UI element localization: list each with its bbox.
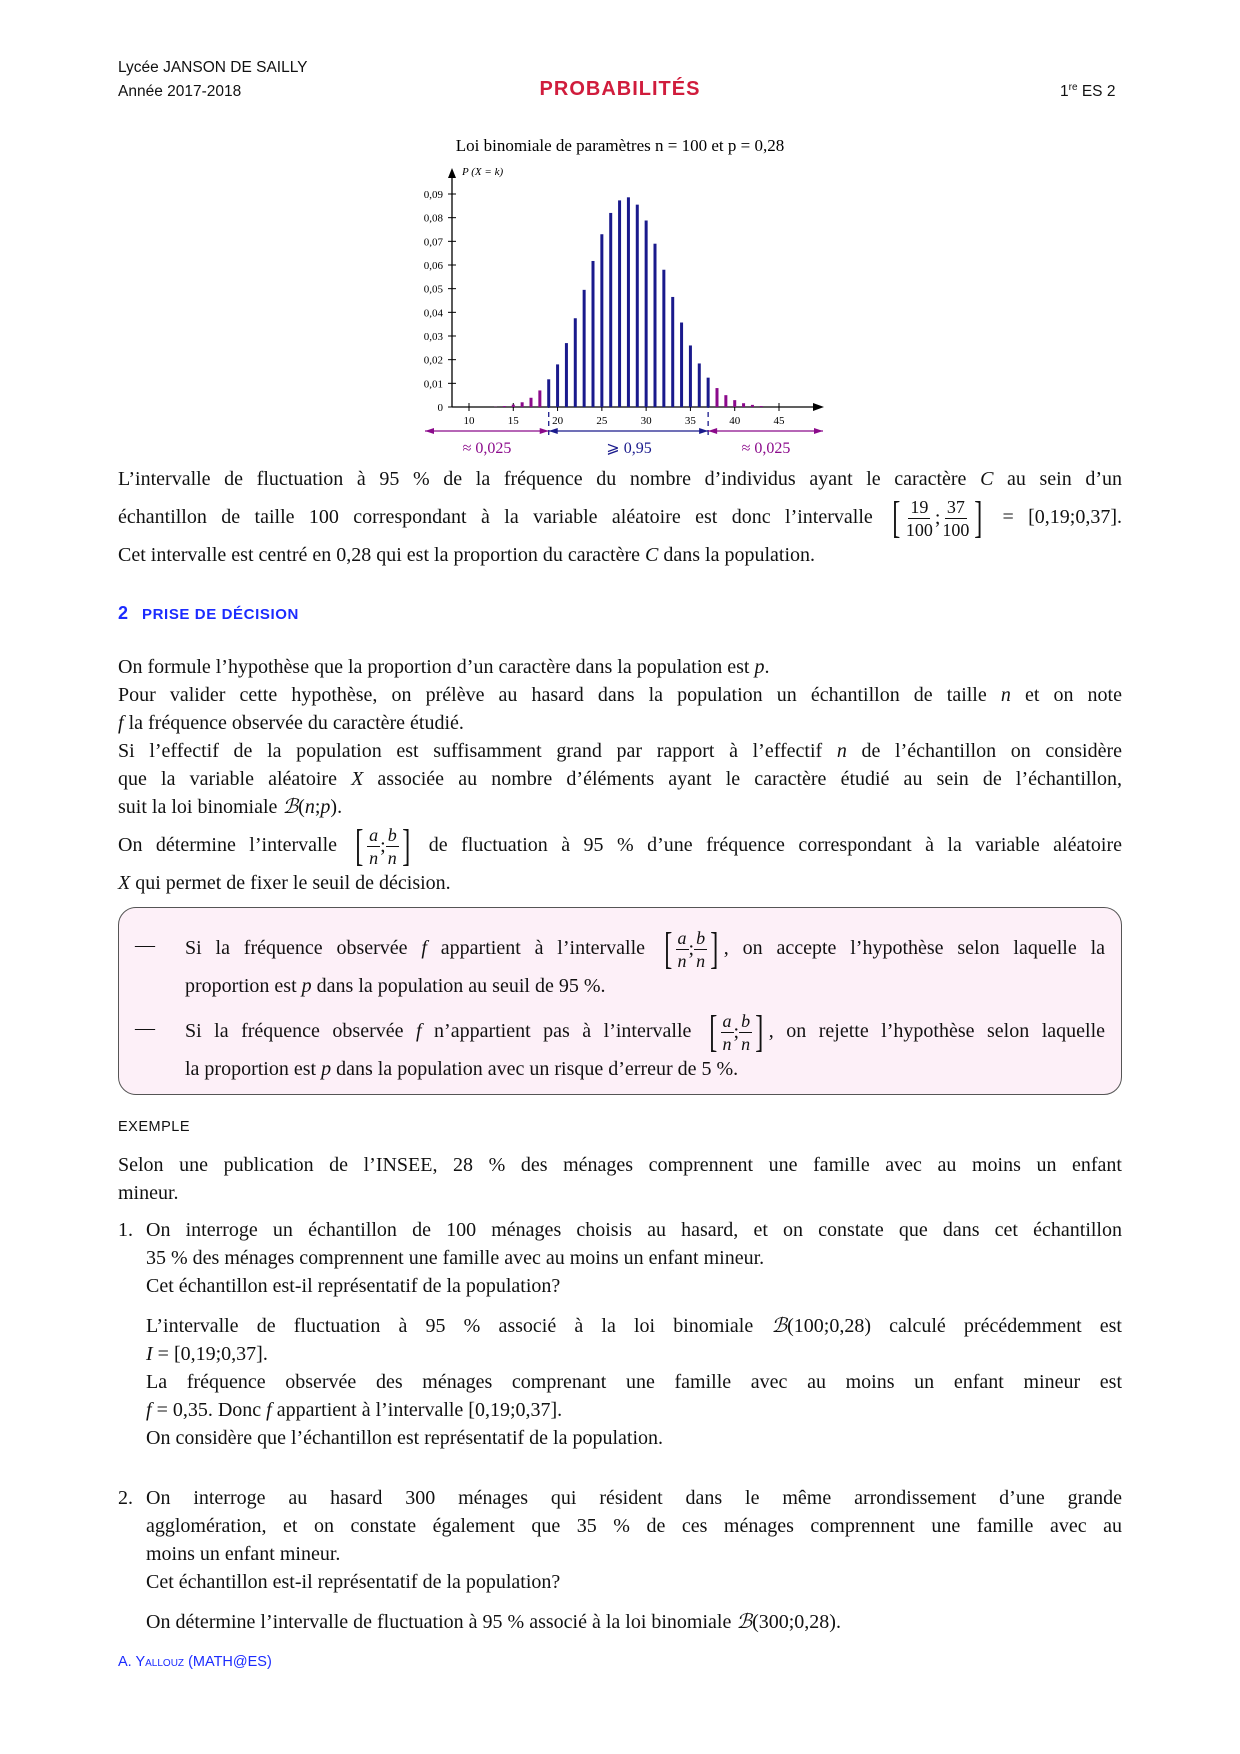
bar — [565, 343, 568, 407]
text-line — [185, 972, 1105, 1000]
paragraph — [185, 1007, 1105, 1083]
paragraph — [118, 681, 1122, 737]
numerator: b — [387, 824, 397, 845]
text-line — [118, 681, 1122, 709]
fraction — [721, 1012, 734, 1053]
text-segment: = 0,35. Donc — [151, 1399, 267, 1421]
math-symbol: f — [421, 937, 427, 959]
denominator: 100 — [905, 519, 933, 540]
bar — [751, 405, 754, 407]
bar — [645, 221, 648, 407]
text-line — [146, 1340, 1122, 1368]
bar — [680, 323, 683, 407]
text-line — [118, 1179, 1122, 1207]
text-line — [146, 1396, 1122, 1424]
text-line — [185, 1055, 1105, 1083]
math-symbol: n — [304, 796, 315, 818]
math-symbol: f — [118, 712, 124, 734]
text-segment: Cet intervalle est centré en 0,28 qui est la proportion du caractère — [118, 544, 646, 566]
y-tick-label: 0,02 — [423, 354, 443, 367]
text-line — [118, 1151, 1122, 1179]
bar — [591, 261, 594, 407]
text-line — [146, 1312, 1122, 1340]
text-segment: (100;0,28) calculé précédemment est — [787, 1315, 1122, 1337]
fraction-interval — [706, 1007, 767, 1057]
bar — [556, 364, 559, 407]
class-level: 1 — [1060, 83, 1069, 101]
math-symbol: n — [836, 740, 847, 762]
example-label: EXEMPLE — [118, 1119, 190, 1135]
paragraph — [118, 653, 1122, 681]
bar — [689, 345, 692, 407]
left-bracket: [ — [664, 924, 673, 974]
x-tick-label: 30 — [640, 415, 652, 427]
text-segment: Si la fréquence observée — [185, 937, 422, 959]
y-tick-label: 0,09 — [423, 189, 443, 201]
text-segment: Selon une publication de l’INSEE, 28 % des ménages comprennent une famille avec au moins un enfant — [118, 1154, 1122, 1176]
section-number: 2 — [118, 603, 129, 623]
text-segment: agglomération, et on constate également que 35 % de ces ménages comprennent une famille avec au — [146, 1515, 1122, 1537]
bar — [521, 402, 524, 407]
section-heading — [118, 603, 299, 624]
text-line — [185, 1007, 1105, 1055]
text-segment: Si l’effectif de la population est suffisamment grand par rapport à l’effectif — [118, 740, 837, 762]
text-line — [118, 793, 1122, 821]
x-tick-label: 35 — [684, 415, 696, 427]
bar — [627, 197, 630, 407]
y-axis-label: P (X = k) — [462, 166, 504, 178]
right-bracket: ] — [974, 493, 983, 543]
x-tick-label: 15 — [507, 415, 519, 427]
bar — [574, 318, 577, 407]
text-segment: ( — [298, 796, 305, 818]
page-title: PROBABILITÉS — [539, 78, 701, 100]
paragraph — [146, 1216, 1122, 1272]
dash: — — [135, 934, 155, 956]
bar — [707, 378, 710, 407]
denominator: n — [722, 1033, 732, 1054]
x-tick-label: 45 — [773, 415, 785, 427]
probability-annotation: ≈ 0,025 — [741, 440, 791, 457]
text-segment: dans la population au seuil de 95 %. — [311, 975, 606, 997]
paragraph — [146, 1424, 1122, 1452]
text-segment: appartient à l’intervalle [0,19;0,37]. — [271, 1399, 563, 1421]
text-line — [146, 1424, 1122, 1452]
bar — [538, 390, 541, 407]
paragraph — [146, 1608, 1122, 1636]
example-item-2 — [118, 1484, 1122, 1636]
x-tick-label: 40 — [729, 415, 741, 427]
text-line — [118, 765, 1122, 793]
text-segment: que la variable aléatoire — [118, 768, 352, 790]
bar — [600, 234, 603, 407]
bar — [724, 395, 727, 407]
denominator: 100 — [942, 519, 970, 540]
text-line — [118, 709, 1122, 737]
x-tick-label: 20 — [552, 415, 564, 427]
text-line — [146, 1512, 1122, 1540]
text-segment: et on note — [1010, 684, 1122, 706]
math-symbol: X — [118, 872, 131, 894]
text-segment: (300;0,28). — [752, 1611, 841, 1633]
text-segment: suit la loi binomiale — [118, 796, 283, 818]
right-tail-arrow-left-head — [708, 428, 717, 434]
text-line — [118, 493, 1122, 541]
math-symbol: p — [321, 1058, 332, 1080]
probability-annotation: ⩾ 0,95 — [606, 440, 652, 457]
numerator: b — [696, 927, 706, 948]
item-number: 1. — [118, 1219, 133, 1241]
fraction — [694, 929, 707, 970]
text-line — [146, 1484, 1122, 1512]
text-line — [185, 924, 1105, 972]
math-symbol: p — [320, 796, 331, 818]
dash: — — [135, 1017, 155, 1039]
y-tick-label: 0,08 — [423, 212, 443, 225]
bar — [760, 406, 763, 407]
fraction — [940, 498, 971, 539]
text-segment: . — [764, 656, 770, 678]
paragraph — [118, 1151, 1122, 1207]
center-arrow-right-head — [699, 428, 708, 434]
text-segment: mineur. — [118, 1182, 179, 1204]
separator: ; — [733, 1021, 740, 1044]
denominator: n — [696, 950, 706, 971]
y-tick-label: 0,07 — [423, 236, 443, 249]
x-axis-arrow — [813, 403, 824, 411]
bar — [733, 400, 736, 407]
math-symbol: n — [1000, 684, 1011, 706]
numerator: a — [677, 927, 687, 948]
left-bracket: [ — [355, 821, 364, 871]
text-segment: de fluctuation à 95 % d’une fréquence correspondant à la variable aléatoire — [415, 834, 1122, 856]
y-tick-label: 0,03 — [423, 331, 443, 343]
numerator: a — [722, 1010, 732, 1031]
y-tick-label: 0,01 — [423, 378, 443, 391]
bar — [618, 200, 621, 407]
example-intro — [118, 1151, 1122, 1207]
text-segment: On détermine l’intervalle — [118, 834, 351, 856]
text-segment: dans la population avec un risque d’erreur de 5 %. — [331, 1058, 739, 1080]
text-segment: Cet échantillon est-il représentatif de la population? — [146, 1275, 561, 1297]
fraction — [367, 826, 380, 867]
text-line — [146, 1540, 1122, 1568]
example-item-1 — [118, 1216, 1122, 1452]
text-segment: appartient à l’intervalle — [426, 937, 659, 959]
text-segment: associée au nombre d’éléments ayant le caractère étudié au sein de l’échantillon, — [363, 768, 1122, 790]
text-line — [118, 465, 1122, 493]
footer-author: A. Yallouz (MATH@ES) — [118, 1654, 272, 1670]
math-symbol: p — [301, 975, 312, 997]
paragraph — [146, 1312, 1122, 1368]
right-bracket: ] — [710, 924, 719, 974]
denominator: n — [741, 1033, 751, 1054]
section-title: PRISE DE DÉCISION — [142, 606, 299, 623]
fraction — [739, 1012, 752, 1053]
numerator: b — [741, 1010, 751, 1031]
math-symbol: ℬ — [736, 1611, 753, 1633]
text-segment: = [0,19;0,37]. — [152, 1343, 268, 1365]
bar — [636, 205, 639, 407]
text-segment: On considère que l’échantillon est représentatif de la population. — [146, 1427, 664, 1449]
text-segment: L’intervalle de fluctuation à 95 % associé à la loi binomiale — [146, 1315, 772, 1337]
x-tick-label: 25 — [596, 415, 608, 427]
probability-annotation: ≈ 0,025 — [462, 440, 512, 457]
numerator: 37 — [946, 496, 965, 517]
math-symbol: ℬ — [282, 796, 299, 818]
fraction-interval — [889, 493, 986, 543]
text-line — [146, 1568, 1122, 1596]
right-bracket: ] — [755, 1007, 764, 1057]
y-tick-label: 0,06 — [423, 260, 443, 272]
y-tick-label: 0,04 — [423, 307, 443, 320]
paragraph — [118, 465, 1122, 569]
x-tick-label: 10 — [463, 415, 475, 427]
text-line — [118, 737, 1122, 765]
text-segment: On interroge au hasard 300 ménages qui résident dans le même arrondissement d’une grande — [146, 1487, 1122, 1509]
numerator: 19 — [910, 496, 929, 517]
y-tick-label: 0 — [437, 402, 443, 414]
denominator: n — [387, 847, 397, 868]
math-symbol: ℬ — [771, 1315, 788, 1337]
text-segment: On formule l’hypothèse que la proportion d’un caractère dans la population est — [118, 656, 755, 678]
paragraph — [185, 924, 1105, 1000]
left-bracket: [ — [892, 493, 901, 543]
separator: ; — [934, 507, 941, 530]
class-section: ES 2 — [1077, 83, 1116, 101]
text-segment: 35 % des ménages comprennent une famille avec au moins un enfant mineur. — [146, 1247, 765, 1269]
text-segment: = [0,19;0,37]. — [988, 506, 1122, 528]
center-arrow-left-head — [549, 428, 558, 434]
text-line — [146, 1216, 1122, 1244]
text-segment: n’appartient pas à l’intervalle — [421, 1020, 704, 1042]
bar — [742, 403, 745, 407]
bar — [715, 388, 718, 407]
math-symbol: I — [146, 1343, 153, 1365]
text-segment: moins un enfant mineur. — [146, 1543, 341, 1565]
decision-rule-box — [118, 907, 1122, 1095]
fraction — [676, 929, 689, 970]
paragraph — [118, 821, 1122, 897]
text-segment: proportion est — [185, 975, 302, 997]
chart-title: Loi binomiale de paramètres n = 100 et p = 0,28 — [455, 136, 785, 155]
bar — [583, 290, 586, 407]
paragraph — [146, 1484, 1122, 1568]
answer — [146, 1312, 1122, 1452]
bar — [609, 213, 612, 407]
paragraph — [146, 1272, 1122, 1300]
text-line — [146, 1368, 1122, 1396]
text-line — [118, 541, 1122, 569]
text-segment: , on accepte l’hypothèse selon laquelle la — [723, 937, 1106, 959]
denominator: n — [369, 847, 379, 868]
text-line — [118, 821, 1122, 869]
text-segment: L’intervalle de fluctuation à 95 % de la fréquence du nombre d’individus ayant le caractère — [118, 468, 981, 490]
text-segment: La fréquence observée des ménages comprenant une famille avec au moins un enfant mineur est — [146, 1371, 1122, 1393]
text-segment: qui permet de fixer le seuil de décision. — [130, 872, 451, 894]
fraction — [904, 498, 935, 539]
question — [146, 1216, 1122, 1300]
school-year: Année 2017-2018 — [118, 83, 242, 100]
paragraph — [146, 1568, 1122, 1596]
math-symbol: f — [146, 1399, 152, 1421]
text-segment: de l’échantillon on considère — [846, 740, 1122, 762]
bar — [662, 270, 665, 407]
y-tick-label: 0,05 — [423, 283, 443, 296]
question — [146, 1484, 1122, 1596]
text-segment: au sein d’un — [993, 468, 1123, 490]
text-segment: On interroge un échantillon de 100 ménages choisis au hasard, et on constate que dans cet échantillon — [146, 1219, 1122, 1241]
bar — [671, 297, 674, 407]
text-segment: dans la population. — [658, 544, 815, 566]
text-line — [146, 1244, 1122, 1272]
text-line — [146, 1272, 1122, 1300]
math-symbol: C — [645, 544, 659, 566]
text-segment: la proportion est — [185, 1058, 322, 1080]
y-axis-arrow — [448, 168, 456, 178]
left-tail-arrow-left-head — [425, 428, 434, 434]
bar — [512, 405, 515, 407]
left-bracket: [ — [709, 1007, 718, 1057]
class-level-sup: re — [1068, 82, 1078, 93]
math-symbol: f — [266, 1399, 272, 1421]
paragraph — [118, 737, 1122, 821]
left-tail-arrow-right-head — [540, 428, 549, 434]
school-name: Lycée JANSON DE SAILLY — [118, 59, 308, 76]
right-tail-arrow-right-head — [814, 428, 823, 434]
binomial-chart — [0, 0, 1240, 470]
answer — [146, 1608, 1122, 1636]
paragraph — [146, 1368, 1122, 1424]
numerator: a — [369, 824, 379, 845]
item-number: 2. — [118, 1487, 133, 1509]
math-symbol: C — [980, 468, 994, 490]
bar — [698, 363, 701, 407]
fluctuation-paragraph — [118, 465, 1122, 569]
bar — [503, 406, 506, 407]
right-bracket: ] — [402, 821, 411, 871]
math-symbol: X — [351, 768, 364, 790]
text-line — [118, 653, 1122, 681]
decision-paragraphs — [118, 653, 1122, 897]
denominator: n — [677, 950, 687, 971]
text-segment: ). — [330, 796, 343, 818]
bar — [529, 398, 532, 407]
text-line — [146, 1608, 1122, 1636]
math-symbol: f — [415, 1020, 422, 1042]
math-symbol: p — [754, 656, 765, 678]
bar — [653, 244, 656, 407]
separator: ; — [380, 835, 386, 858]
fraction-interval — [352, 821, 413, 871]
text-segment: ; — [314, 796, 321, 818]
fraction — [386, 826, 399, 867]
text-line — [118, 869, 1122, 897]
text-segment: échantillon de taille 100 correspondant à la variable aléatoire est donc l’intervalle — [118, 506, 888, 528]
text-segment: Pour valider cette hypothèse, on prélève au hasard dans la population un échantillon de taille — [118, 684, 1001, 706]
fraction-interval — [661, 924, 722, 974]
bar — [547, 379, 550, 407]
separator: ; — [688, 938, 695, 961]
text-segment: la fréquence observée du caractère étudié. — [123, 712, 464, 734]
text-segment: Si la fréquence observée — [185, 1020, 416, 1042]
text-segment: Cet échantillon est-il représentatif de la population? — [146, 1571, 561, 1593]
text-segment: , on rejette l’hypothèse selon laquelle — [768, 1020, 1105, 1042]
text-segment: On détermine l’intervalle de fluctuation à 95 % associé à la loi binomiale — [146, 1611, 737, 1633]
